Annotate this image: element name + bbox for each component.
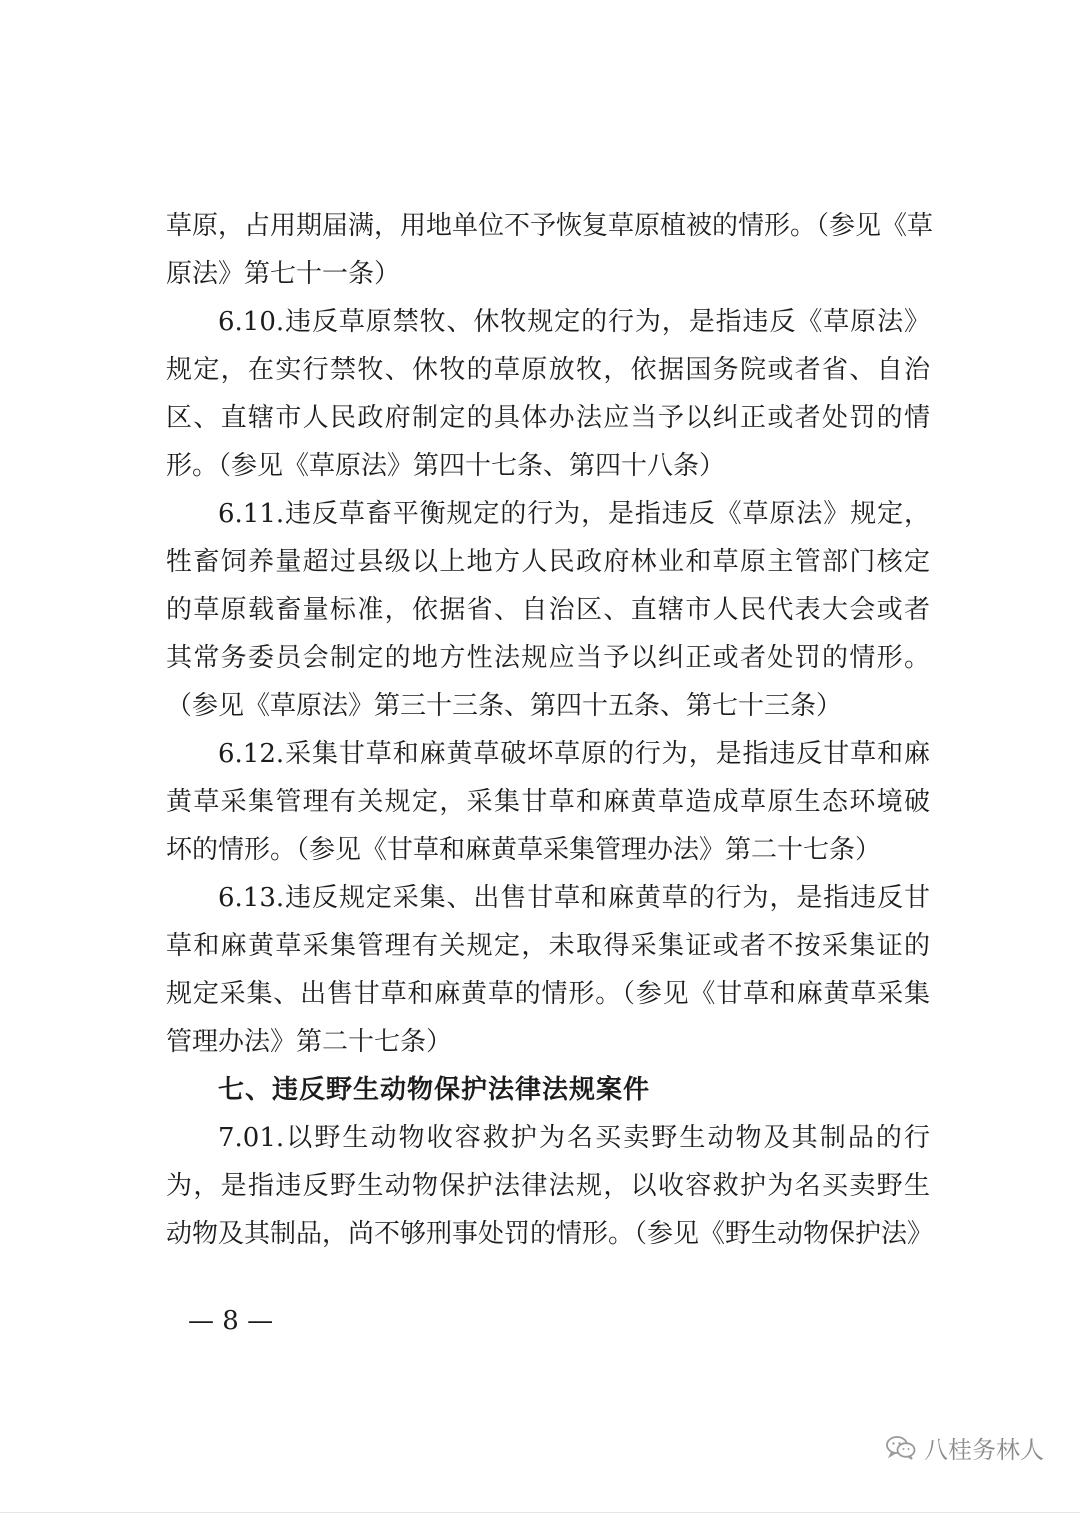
text-line: 6.10.违反草原禁牧、休牧规定的行为，是指违反《草原法》 <box>218 307 930 337</box>
text-line: 6.12.采集甘草和麻黄草破坏草原的行为，是指违反甘草和麻 <box>218 739 930 769</box>
section-heading: 七、违反野生动物保护法律法规案件 <box>218 1075 651 1105</box>
document-body <box>166 202 934 1258</box>
text-line: 区、直辖市人民政府制定的具体办法应当予以纠正或者处罚的情 <box>166 403 930 433</box>
text-line: 为，是指违反野生动物保护法律法规，以收容救护为名买卖野生 <box>166 1171 930 1201</box>
text-line: 草和麻黄草采集管理有关规定，未取得采集证或者不按采集证的 <box>166 931 930 961</box>
text-line: 牲畜饲养量超过县级以上地方人民政府林业和草原主管部门核定 <box>166 547 930 577</box>
page-number: — 8 — <box>188 1306 274 1336</box>
bottom-rule <box>0 1512 1080 1513</box>
text-line: 7.01.以野生动物收容救护为名买卖野生动物及其制品的行 <box>218 1123 930 1153</box>
text-line: 6.13.违反规定采集、出售甘草和麻黄草的行为，是指违反甘 <box>218 883 930 913</box>
text-line: 的草原载畜量标准，依据省、自治区、直辖市人民代表大会或者 <box>166 595 930 625</box>
text-line: 规定，在实行禁牧、休牧的草原放牧，依据国务院或者省、自治 <box>166 355 930 385</box>
text-line: 草原，占用期届满，用地单位不予恢复草原植被的情形。（参见《草 <box>166 211 934 241</box>
text-line: 其常务委员会制定的地方性法规应当予以纠正或者处罚的情形。 <box>166 643 930 673</box>
text-line: （参见《草原法》第三十三条、第四十五条、第七十三条） <box>166 691 843 721</box>
text-line: 动物及其制品，尚不够刑事处罚的情形。（参见《野生动物保护法》 <box>166 1219 934 1249</box>
text-line: 黄草采集管理有关规定，采集甘草和麻黄草造成草原生态环境破 <box>166 787 930 817</box>
text-line: 6.11.违反草畜平衡规定的行为，是指违反《草原法》规定， <box>218 499 930 529</box>
watermark <box>886 1430 1044 1465</box>
text-line: 原法》第七十一条） <box>166 259 401 289</box>
text-line: 坏的情形。（参见《甘草和麻黄草采集管理办法》第二十七条） <box>166 835 882 865</box>
text-line: 形。（参见《草原法》第四十七条、第四十八条） <box>166 451 726 481</box>
wechat-icon <box>886 1435 916 1461</box>
watermark-text: 八桂务林人 <box>924 1436 1044 1464</box>
text-line: 规定采集、出售甘草和麻黄草的情形。（参见《甘草和麻黄草采集 <box>166 979 930 1009</box>
text-line: 管理办法》第二十七条） <box>166 1027 453 1057</box>
